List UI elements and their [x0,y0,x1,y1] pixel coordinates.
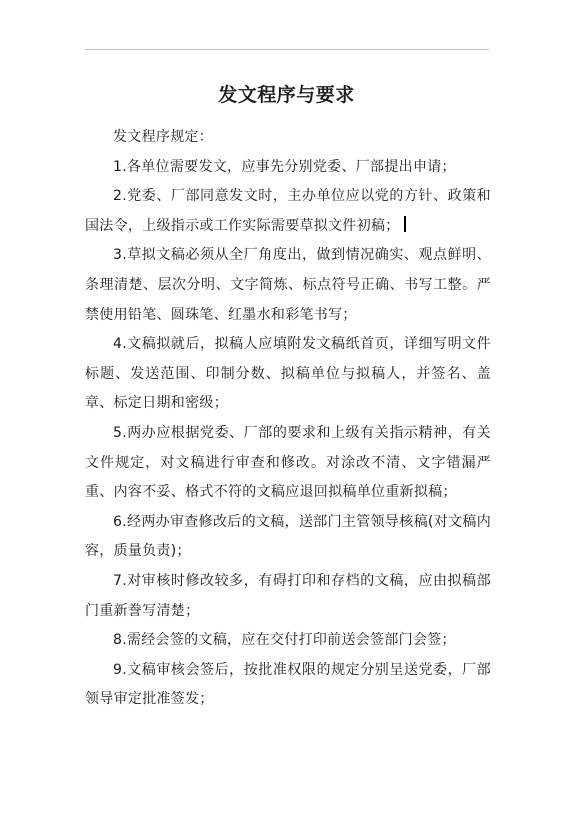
rule-item-5: 5.两办应根据党委、厂部的要求和上级有关指示精神，有关文件规定，对文稿进行审查和修改。对涂改不清、文字错漏严重、内容不妥、格式不符的文稿应退回拟稿单位重新拟稿； [85,424,491,501]
rule-item-3: 3.草拟文稿必须从全厂角度出，做到情况确实、观点鲜明、条理清楚、层次分明、文字简炼、标点符号正确、书写工整。严禁使用铅笔、圆珠笔、红墨水和彩笔书写； [85,247,491,323]
rule-item-6: 6.经两办审查修改后的文稿，送部门主管领导核稿(对文稿内容，质量负责)； [85,513,491,560]
rule-item-2-text: 2.党委、厂部同意发文时，主办单位应以党的方针、政策和国法令，上级指示或工作实际需要草拟文件初稿； [85,188,491,234]
intro-paragraph: 发文程序规定： [113,129,214,145]
rule-item-9: 9.文稿审核会签后，按批准权限的规定分别呈送党委，厂部领导审定批准签发； [85,661,491,708]
rule-item-8: 8.需经会签的文稿，应在交付打印前送会签部门会签； [113,632,456,649]
rule-item-7: 7.对审核时修改较多，有碍打印和存档的文稿，应由拟稿部门重新誊写清楚； [85,572,491,619]
rule-item-2 [85,182,491,241]
text-cursor[interactable] [404,216,406,232]
document-body [85,123,491,715]
rule-item-1: 1.各单位需要发文，应事先分别党委、厂部提出申请； [113,158,456,175]
header-rule [85,49,489,50]
rule-item-4: 4.文稿拟就后，拟稿人应填附发文稿纸首页，详细写明文件标题、发送范围、印制分数、拟稿单位与拟稿人，并签名、盖章、标定日期和密级； [85,336,491,412]
document-title: 发文程序与要求 [218,84,355,106]
